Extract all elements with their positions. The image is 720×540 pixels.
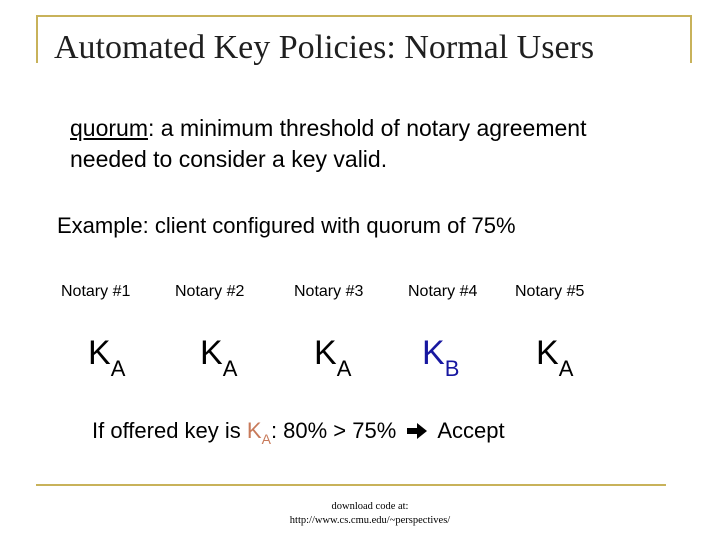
result-prefix: If offered key is: [92, 418, 247, 443]
notary-key-4-letter: K: [422, 334, 445, 372]
footer-url: http://www.cs.cmu.edu/~perspectives/: [289, 515, 451, 526]
notary-label-3: Notary #3: [294, 283, 364, 300]
notary-label-5: Notary #5: [515, 283, 585, 300]
notary-key-2: [200, 333, 238, 381]
notary-key-2-letter: K: [200, 334, 223, 372]
right-arrow-icon: [406, 418, 428, 436]
bottom-rule: [36, 484, 666, 486]
notary-key-5: [536, 333, 574, 381]
definition: [70, 113, 630, 175]
notary-label-1: Notary #1: [61, 283, 131, 300]
definition-text: : a minimum threshold of notary agreement needed to consider a key valid.: [70, 115, 587, 172]
footer: [200, 500, 540, 528]
result-key-sub: A: [261, 431, 271, 447]
notary-key-5-sub: A: [558, 356, 574, 381]
notary-key-1: [88, 333, 126, 381]
notary-key-4: [422, 333, 460, 381]
top-rule: [36, 15, 692, 17]
notary-key-3-letter: K: [314, 334, 337, 372]
footer-line-1: download code at:: [331, 501, 409, 512]
left-rule: [36, 15, 38, 63]
result-middle: : 80% > 75%: [270, 418, 403, 443]
notary-key-4-sub: B: [444, 356, 460, 381]
notary-key-3-sub: A: [336, 356, 352, 381]
notary-key-1-sub: A: [110, 356, 126, 381]
notary-label-2: Notary #2: [175, 283, 245, 300]
slide-title: Automated Key Policies: Normal Users: [54, 29, 595, 66]
result-key: [246, 418, 271, 447]
result-suffix: Accept: [432, 418, 505, 443]
notary-label-4: Notary #4: [408, 283, 478, 300]
notary-key-3: [314, 333, 352, 381]
example-text: Example: client configured with quorum of 75%: [57, 213, 516, 238]
notary-key-5-letter: K: [536, 334, 559, 372]
notary-key-2-sub: A: [222, 356, 238, 381]
result-key-letter: K: [246, 418, 262, 443]
definition-term: quorum: [70, 115, 148, 141]
notary-key-1-letter: K: [88, 334, 111, 372]
result-line: [92, 416, 505, 448]
right-rule: [690, 15, 692, 63]
